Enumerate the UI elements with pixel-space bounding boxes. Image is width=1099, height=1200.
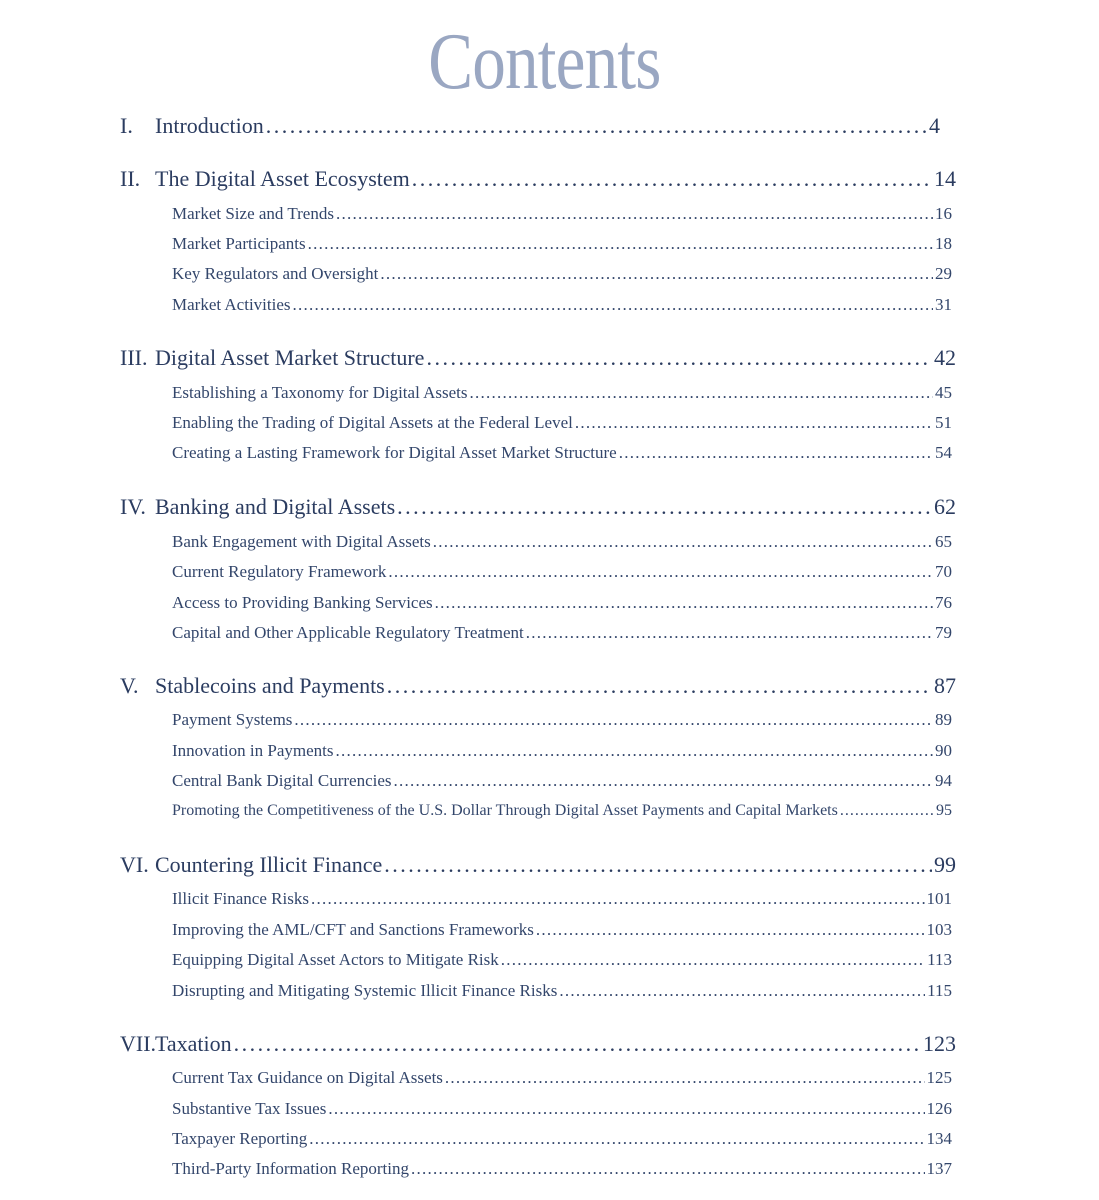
page-number: 70 [935, 562, 952, 581]
page-number: 4 [929, 113, 940, 138]
toc-subsection[interactable] [172, 1127, 952, 1151]
subsection-title: Innovation in Payments [172, 741, 334, 760]
toc-subsection[interactable] [172, 799, 952, 823]
toc-section-introduction[interactable] [120, 111, 940, 141]
toc-subsection[interactable] [172, 887, 952, 911]
subsection-title: Establishing a Taxonomy for Digital Assets [172, 383, 468, 402]
subsection-title: Central Bank Digital Currencies [172, 771, 392, 790]
page-number: 103 [926, 920, 952, 939]
dot-leader [328, 1097, 924, 1121]
section-title: Taxation [155, 1031, 232, 1056]
toc-section-stablecoins[interactable] [120, 671, 956, 701]
page-number: 90 [935, 741, 952, 760]
dot-leader [445, 1066, 925, 1090]
toc-subsection[interactable] [172, 1097, 952, 1121]
toc-section-ecosystem[interactable] [120, 164, 956, 194]
subsection-title: Substantive Tax Issues [172, 1099, 327, 1118]
page-number: 18 [935, 234, 952, 253]
subsection-title: Third-Party Information Reporting [172, 1159, 410, 1178]
page-number: 76 [935, 593, 952, 612]
dot-leader [536, 918, 925, 942]
page-number: 95 [936, 802, 952, 819]
section-number: V. [120, 673, 139, 698]
subsection-title: Improving the AML/CFT and Sanctions Frameworks [172, 920, 534, 939]
page-number: 14 [934, 166, 956, 191]
toc-section-banking[interactable] [120, 492, 956, 522]
page-number: 125 [926, 1068, 952, 1087]
toc-subsection[interactable] [172, 979, 952, 1003]
section-number: VII. [120, 1031, 157, 1056]
page-number: 65 [935, 532, 952, 551]
dot-leader [388, 560, 933, 584]
toc-subsection[interactable] [172, 708, 952, 732]
dot-leader [293, 293, 933, 317]
page-number: 99 [934, 852, 956, 877]
dot-leader [411, 1157, 924, 1181]
section-number: III. [120, 345, 148, 370]
dot-leader [559, 979, 925, 1003]
toc-subsection[interactable] [172, 948, 952, 972]
subsection-title: Illicit Finance Risks [172, 889, 309, 908]
subsection-title: Payment Systems [172, 710, 293, 729]
toc-section-illicit-finance[interactable] [120, 850, 956, 880]
subsection-title: Taxpayer Reporting [172, 1129, 308, 1148]
toc-subsection[interactable] [172, 1066, 952, 1090]
page-number: 115 [927, 981, 952, 1000]
toc-subsection[interactable] [172, 739, 952, 763]
dot-leader [335, 739, 933, 763]
toc-subsection[interactable] [172, 530, 952, 554]
dot-leader [387, 671, 932, 701]
toc-subsection[interactable] [172, 232, 952, 256]
subsection-title: Disrupting and Mitigating Systemic Illicit Finance Risks [172, 981, 558, 1000]
page-number: 79 [935, 623, 952, 642]
dot-leader [266, 111, 927, 141]
toc-subsection[interactable] [172, 1157, 952, 1181]
section-title: Digital Asset Market Structure [155, 345, 425, 370]
page-number: 45 [935, 383, 952, 402]
subsection-title: Enabling the Trading of Digital Assets at the Federal Level [172, 413, 573, 432]
dot-leader [526, 621, 933, 645]
dot-leader [619, 441, 933, 465]
subsection-title: Current Regulatory Framework [172, 562, 387, 581]
dot-leader [501, 948, 925, 972]
page-number: 126 [926, 1099, 952, 1118]
dot-leader [435, 591, 933, 615]
page-number: 134 [926, 1129, 952, 1148]
section-title: Banking and Digital Assets [155, 494, 396, 519]
subsection-title: Promoting the Competitiveness of the U.S. Dollar Through Digital Asset Payments and Capital Markets [172, 802, 838, 819]
dot-leader [840, 799, 934, 823]
dot-leader [394, 769, 933, 793]
subsection-title: Capital and Other Applicable Regulatory Treatment [172, 623, 524, 642]
toc-subsection[interactable] [172, 769, 952, 793]
dot-leader [380, 262, 933, 286]
dot-leader [426, 343, 932, 373]
page-number: 51 [935, 413, 952, 432]
dot-leader [575, 411, 933, 435]
toc-section-market-structure[interactable] [120, 343, 956, 373]
section-title: Countering Illicit Finance [155, 852, 383, 877]
page-number: 87 [934, 673, 956, 698]
subsection-title: Market Participants [172, 234, 306, 253]
dot-leader [308, 232, 933, 256]
toc-subsection[interactable] [172, 918, 952, 942]
subsection-title: Bank Engagement with Digital Assets [172, 532, 431, 551]
dot-leader [309, 1127, 924, 1151]
toc-subsection[interactable] [172, 262, 952, 286]
page-number: 54 [935, 443, 952, 462]
subsection-title: Access to Providing Banking Services [172, 593, 433, 612]
page-number: 42 [934, 345, 956, 370]
section-title: Stablecoins and Payments [155, 673, 385, 698]
page-number: 137 [926, 1159, 952, 1178]
section-title: The Digital Asset Ecosystem [155, 166, 410, 191]
dot-leader [336, 202, 933, 226]
page-number: 113 [927, 950, 952, 969]
toc-subsection[interactable] [172, 621, 952, 645]
subsection-title: Equipping Digital Asset Actors to Mitigate Risk [172, 950, 499, 969]
toc-subsection[interactable] [172, 591, 952, 615]
subsection-title: Current Tax Guidance on Digital Assets [172, 1068, 443, 1087]
section-number: I. [120, 113, 133, 138]
dot-leader [384, 850, 932, 880]
dot-leader [294, 708, 933, 732]
page-title: Contents [428, 18, 661, 106]
section-number: IV. [120, 494, 146, 519]
toc-subsection[interactable] [172, 411, 952, 435]
section-number: VI. [120, 852, 149, 877]
toc-subsection[interactable] [172, 202, 952, 226]
toc-subsection[interactable] [172, 381, 952, 405]
dot-leader [234, 1029, 921, 1059]
page-number: 62 [934, 494, 956, 519]
dot-leader [433, 530, 933, 554]
dot-leader [412, 164, 932, 194]
page-number: 29 [935, 264, 952, 283]
subsection-title: Key Regulators and Oversight [172, 264, 379, 283]
page-number: 123 [923, 1031, 956, 1056]
section-title: Introduction [155, 113, 264, 138]
dot-leader [311, 887, 925, 911]
page-number: 16 [935, 204, 952, 223]
subsection-title: Market Size and Trends [172, 204, 334, 223]
subsection-title: Market Activities [172, 295, 291, 314]
page-number: 31 [935, 295, 952, 314]
dot-leader [397, 492, 932, 522]
toc-subsection[interactable] [172, 293, 952, 317]
section-number: II. [120, 166, 141, 191]
toc-section-taxation[interactable] [120, 1029, 956, 1059]
page-number: 101 [926, 889, 952, 908]
subsection-title: Creating a Lasting Framework for Digital Asset Market Structure [172, 443, 617, 462]
page-number: 94 [935, 771, 952, 790]
toc-subsection[interactable] [172, 560, 952, 584]
dot-leader [470, 381, 934, 405]
page-number: 89 [935, 710, 952, 729]
toc-subsection[interactable] [172, 441, 952, 465]
